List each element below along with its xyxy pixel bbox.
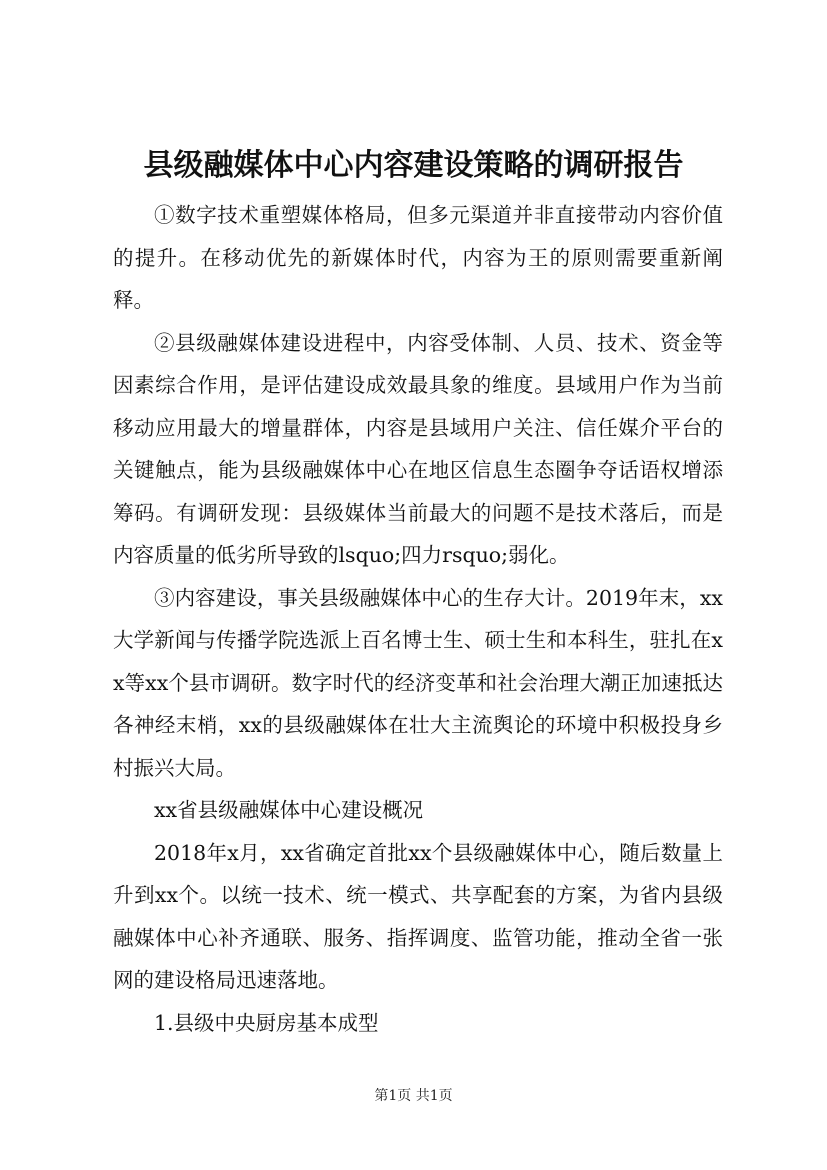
section-heading: xx省县级融媒体中心建设概况 [154,798,424,822]
paragraph-2: ②县级融媒体建设进程中，内容受体制、人员、技术、资金等因素综合作用，是评估建设成效最具象的维度。县域用户作为当前移动应用最大的增量群体，内容是县域用户关注、信任媒介平台的关键触点，能为县级融媒体中心在地区信息生态圈争夺话语权增添筹码。有调研发现：县级媒体当前最大的问题不是技术落后，而是内容质量的低劣所导致的lsquo;四力rsquo;弱化。 [113,330,723,567]
section-paragraph: 2018年x月，xx省确定首批xx个县级融媒体中心，随后数量上升到xx个。以统一技术、统一模式、共享配套的方案，为省内县级融媒体中心补齐通联、服务、指挥调度、监管功能，推动全省一张网的建设格局迅速落地。 [113,840,723,992]
page-footer: 第1页 共1页 [374,1088,453,1104]
document-title: 县级融媒体中心内容建设策略的调研报告 [143,148,684,183]
document-body [113,194,723,1044]
paragraph-3: ③内容建设，事关县级融媒体中心的生存大计。2019年末，xx大学新闻与传播学院选派上百名博士生、硕士生和本科生，驻扎在xx等xx个县市调研。数字时代的经济变革和社会治理大潮正加速抵达各神经末梢，xx的县级融媒体在壮大主流舆论的环境中积极投身乡村振兴大局。 [113,585,723,780]
paragraph-1: ①数字技术重塑媒体格局，但多元渠道并非直接带动内容价值的提升。在移动优先的新媒体时代，内容为王的原则需要重新阐释。 [113,203,723,312]
subheading: 1.县级中央厨房基本成型 [154,1010,379,1035]
